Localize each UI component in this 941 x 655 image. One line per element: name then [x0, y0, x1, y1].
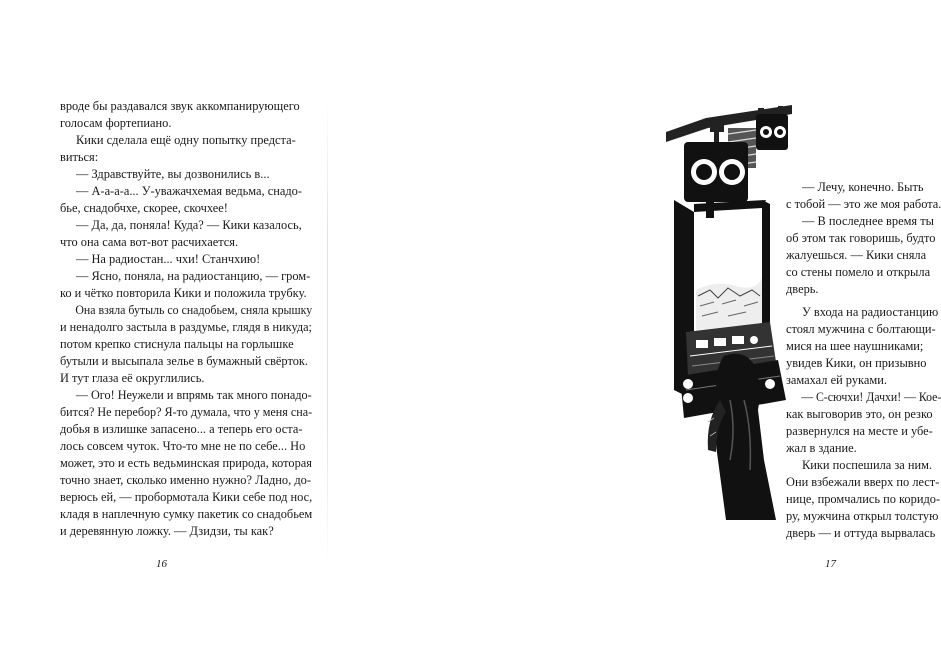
text-line: бье, снадобчхе, скорее, скочхее!	[60, 201, 228, 215]
text-line: И тут глаза её округлились.	[60, 371, 205, 385]
text-line: может, это и есть ведьминская природа, которая	[60, 456, 312, 470]
text-line: — С-сючхи! Дачхи! — Кое-	[801, 390, 941, 404]
radio-station-illustration	[666, 100, 792, 532]
text-line: увидев Кики, он призывно	[786, 356, 927, 370]
text-line: со стены помело и открыла	[786, 265, 931, 279]
right-page	[328, 0, 941, 655]
text-line: виться:	[60, 150, 99, 164]
text-line: дверь.	[786, 282, 819, 296]
page-number: 17	[825, 558, 836, 570]
text-line: дверь — и оттуда вырвалась	[786, 526, 936, 540]
left-page	[0, 0, 327, 655]
text-line: развернулся на месте и убе-	[786, 424, 933, 438]
text-line: стоял мужчина с болтающи-	[786, 322, 936, 336]
text-line: Она взяла бутыль со снадобьем, сняла крышку	[75, 303, 313, 317]
text-line: Кики сделала ещё одну попытку предста-	[76, 133, 296, 147]
text-line: Кики поспешила за ним.	[802, 458, 933, 472]
text-line: голосам фортепиано.	[60, 116, 172, 130]
text-line: об этом так говоришь, будто	[786, 231, 936, 245]
text-line: верюсь ей, — пробормотала Кики себе под нос,	[60, 490, 313, 504]
text-line: бится? Не перебор? Я-то думала, что у меня сна-	[60, 405, 313, 419]
text-line: жалуешься. — Кики сняла	[786, 248, 927, 262]
text-line: замахал ей руками.	[786, 373, 887, 387]
text-line: ко и чётко повторила Кики и положила трубку.	[60, 286, 307, 300]
text-line: мися на шее наушниками;	[786, 339, 924, 353]
text-line: — На радиостан... чхи! Станчхию!	[76, 252, 261, 266]
text-line: ру, мужчина открыл толстую	[786, 509, 939, 523]
text-line: лось совсем чуток. Что-то мне не по себе... Но	[60, 439, 306, 453]
text-line: и ненадолго застыла в раздумье, глядя в никуда;	[60, 320, 312, 334]
text-line: нице, промчались по коридо-	[786, 492, 941, 506]
text-line: — Ясно, поняла, на радиостанцию, — гром-	[76, 269, 311, 283]
text-line: — А-а-а-а... У-уважачхемая ведьма, снадо-	[76, 184, 302, 198]
text-line: кладя в наплечную сумку пакетик со снадобьем	[60, 507, 313, 521]
text-line: и деревянную ложку. — Дзидзи, ты как?	[60, 524, 274, 538]
text-line: жал в здание.	[786, 441, 857, 455]
text-line: что она сама вот-вот расчихается.	[60, 235, 239, 249]
text-line: с тобой — это же моя работа.	[786, 197, 941, 211]
text-line: — Ого! Неужели и впрямь так много понадо-	[75, 388, 312, 402]
text-line: как выговорив это, он резко	[786, 407, 933, 421]
text-line: добья в излишке запасено... а теперь его оста-	[60, 422, 303, 436]
text-line: — Лечу, конечно. Быть	[802, 180, 924, 194]
text-line: — Здравствуйте, вы дозвонились в...	[76, 167, 270, 181]
text-line: бутыли и высыпала зелье в бумажный свёрток.	[60, 354, 309, 368]
text-line: вроде бы раздавался звук аккомпанирующего	[60, 99, 300, 113]
text-line: Они взбежали вверх по лест-	[786, 475, 940, 489]
text-line: — В последнее время ты	[802, 214, 934, 228]
text-line: потом крепко стиснула пальцы на горлышке	[60, 337, 294, 351]
text-line: — Да, да, поняла! Куда? — Кики казалось,	[76, 218, 302, 232]
text-line: точно знает, сколько именно нужно? Ладно, до-	[60, 473, 311, 487]
page-number: 16	[156, 558, 167, 570]
text-line: У входа на радиостанцию	[802, 305, 939, 319]
